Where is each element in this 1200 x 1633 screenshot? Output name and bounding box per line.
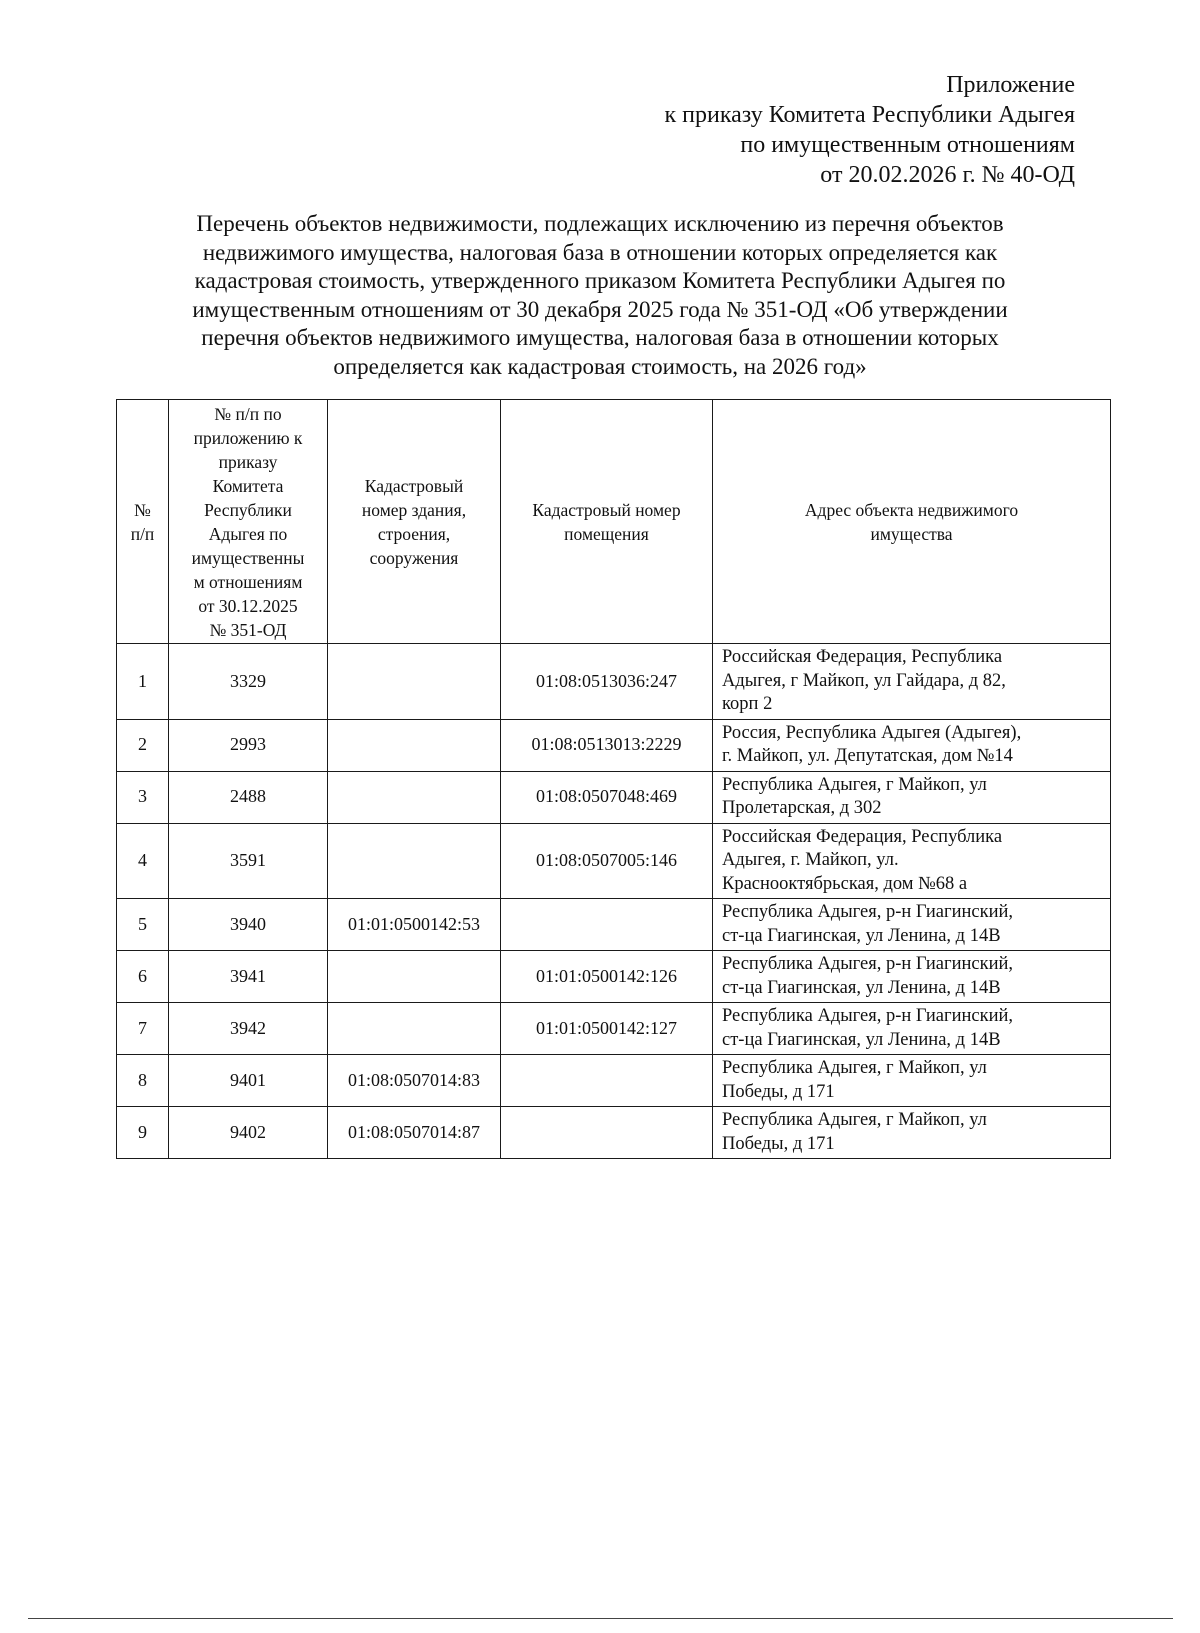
title-line: недвижимого имущества, налоговая база в отношении которых определяется как [202,239,998,265]
appendix-committee: по имущественным отношениям [740,132,1075,158]
cell-num: 2 [117,719,169,771]
cell-building [328,719,501,771]
cell-address: Республика Адыгея, р-н Гиагинский, ст-ца Гиагинская, ул Ленина, д 14В [713,951,1111,1003]
cell-ref: 9401 [169,1055,328,1107]
cell-room: 01:08:0513013:2229 [501,719,713,771]
title-line: перечня объектов недвижимого имущества, налоговая база в отношении которых [201,325,999,350]
cell-room [501,899,713,951]
title-line: Перечень объектов недвижимости, подлежащих исключению из перечня объектов [196,211,1004,236]
cell-address: Республика Адыгея, г Майкоп, ул Победы, д 171 [713,1055,1111,1107]
cell-num: 1 [117,644,169,720]
cell-room: 01:08:0507048:469 [501,771,713,823]
cell-address: Республика Адыгея, г Майкоп, ул Победы, д 171 [713,1107,1111,1159]
title-line: имущественным отношениям от 30 декабря 2025 года № 351-ОД «Об утверждении [192,296,1008,322]
cell-building [328,644,501,720]
objects-table [116,399,1111,1159]
cell-room: 01:01:0500142:126 [501,951,713,1003]
page-bottom-rule [28,1618,1173,1619]
cell-num: 9 [117,1107,169,1159]
header-num: № п/п [117,400,169,644]
table-row [117,1003,1111,1055]
table-row [117,823,1111,899]
cell-address: Республика Адыгея, г Майкоп, ул Пролетарская, д 302 [713,771,1111,823]
cell-building: 01:08:0507014:87 [328,1107,501,1159]
table-row [117,951,1111,1003]
cell-address: Россия, Республика Адыгея (Адыгея), г. Майкоп, ул. Депутатская, дом №14 [713,719,1111,771]
cell-address: Российская Федерация, Республика Адыгея, г. Майкоп, ул. Краснооктябрьская, дом №68 а [713,823,1111,899]
document-title [100,210,1100,381]
cell-ref: 2993 [169,719,328,771]
cell-ref: 9402 [169,1107,328,1159]
table-row [117,899,1111,951]
cell-building [328,1003,501,1055]
table-row [117,644,1111,720]
table-row [117,1107,1111,1159]
cell-num: 5 [117,899,169,951]
table-row [117,719,1111,771]
table-row [117,771,1111,823]
cell-ref: 2488 [169,771,328,823]
cell-num: 4 [117,823,169,899]
appendix-block [664,70,1075,190]
cell-room: 01:01:0500142:127 [501,1003,713,1055]
cell-room [501,1055,713,1107]
cell-building: 01:01:0500142:53 [328,899,501,951]
cell-room [501,1107,713,1159]
title-line: кадастровая стоимость, утвержденного приказом Комитета Республики Адыгея по [194,268,1006,293]
cell-num: 3 [117,771,169,823]
cell-building: 01:08:0507014:83 [328,1055,501,1107]
cell-num: 7 [117,1003,169,1055]
cell-address: Республика Адыгея, р-н Гиагинский, ст-ца Гиагинская, ул Ленина, д 14В [713,1003,1111,1055]
appendix-label: Приложение [946,72,1075,98]
cell-ref: 3941 [169,951,328,1003]
header-room-cadastral: Кадастровый номер помещения [501,400,713,644]
cell-building [328,771,501,823]
title-line: определяется как кадастровая стоимость, на 2026 год» [333,353,867,379]
header-address: Адрес объекта недвижимого имущества [713,400,1111,644]
table-row [117,1055,1111,1107]
cell-building [328,823,501,899]
appendix-date-number: от 20.02.2026 г. № 40-ОД [820,162,1075,188]
cell-ref: 3940 [169,899,328,951]
cell-room: 01:08:0513036:247 [501,644,713,720]
cell-ref: 3942 [169,1003,328,1055]
cell-num: 8 [117,1055,169,1107]
table-header-row [117,400,1111,644]
cell-address: Российская Федерация, Республика Адыгея, г Майкоп, ул Гайдара, д 82, корп 2 [713,644,1111,720]
cell-building [328,951,501,1003]
cell-num: 6 [117,951,169,1003]
cell-ref: 3329 [169,644,328,720]
cell-address: Республика Адыгея, р-н Гиагинский, ст-ца Гиагинская, ул Ленина, д 14В [713,899,1111,951]
cell-room: 01:08:0507005:146 [501,823,713,899]
appendix-order-ref: к приказу Комитета Республики Адыгея [664,102,1075,128]
header-ref-number: № п/п по приложению к приказу Комитета Республики Адыгея по имущественны м отношениям от 30.12.2025 № 351-ОД [169,400,328,644]
header-building-cadastral: Кадастровый номер здания, строения, сооружения [328,400,501,644]
cell-ref: 3591 [169,823,328,899]
